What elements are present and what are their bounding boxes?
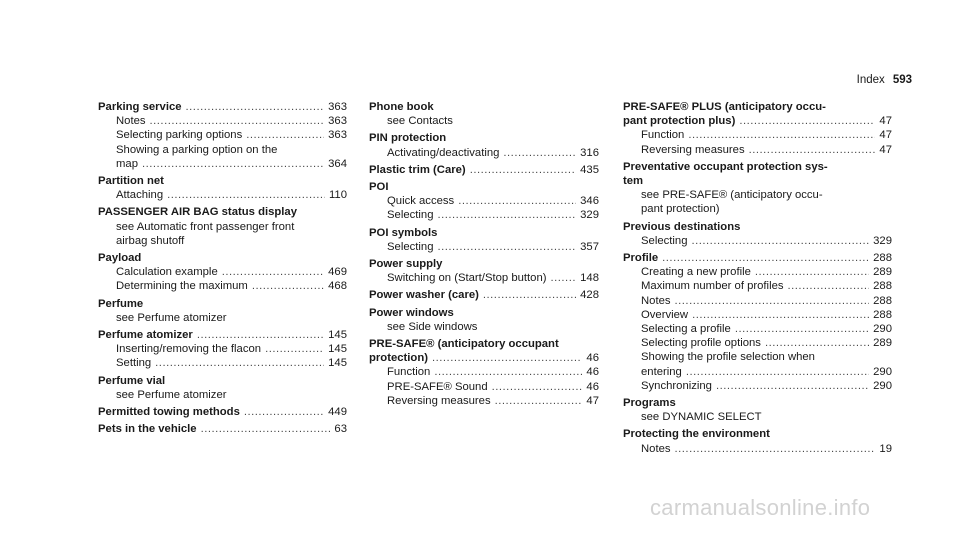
entry-text: PRE-SAFE® (anticipatory occupant xyxy=(369,338,559,351)
entry-text: Selecting parking options xyxy=(116,129,243,142)
watermark: carmanualsonline.info xyxy=(650,495,871,520)
dot-leader xyxy=(150,114,325,128)
entry-text: Partition net xyxy=(98,175,164,188)
page-reference[interactable]: 346 xyxy=(580,195,599,208)
dot-leader xyxy=(186,100,325,114)
page-reference[interactable]: 145 xyxy=(328,343,347,356)
entry-text: pant protection plus) xyxy=(623,115,736,128)
page-reference[interactable]: 47 xyxy=(879,115,892,128)
entry-text: Perfume atomizer xyxy=(98,329,193,342)
index-subentry xyxy=(623,234,892,248)
page-reference[interactable]: 363 xyxy=(328,115,347,128)
dot-leader xyxy=(765,336,869,350)
entry-text: Determining the maximum xyxy=(116,280,248,293)
index-subentry xyxy=(623,279,892,293)
index-subentry xyxy=(623,143,892,157)
entry-text: pant protection) xyxy=(641,203,720,216)
entry-text: Programs xyxy=(623,397,676,410)
entry-text: protection) xyxy=(369,352,428,365)
entry-text: Switching on (Start/Stop button) xyxy=(387,272,547,285)
entry-text: PRE-SAFE® Sound xyxy=(387,380,488,393)
entry-text: Perfume xyxy=(98,297,144,310)
entry-text: Notes xyxy=(641,442,671,455)
index-subentry xyxy=(369,114,599,128)
dot-leader xyxy=(492,380,583,394)
dot-leader xyxy=(142,157,324,171)
page-reference[interactable]: 290 xyxy=(873,323,892,336)
index-subentry xyxy=(98,188,347,202)
index-entry xyxy=(98,205,347,219)
entry-text: Overview xyxy=(641,308,689,321)
index-entry xyxy=(623,160,892,174)
page-reference[interactable]: 449 xyxy=(328,406,347,419)
index-entry xyxy=(98,174,347,188)
index-entry xyxy=(369,306,599,320)
entry-text: Setting xyxy=(116,357,152,370)
entry-text: tem xyxy=(623,175,644,188)
index-entry xyxy=(623,427,892,441)
index-subentry xyxy=(623,128,892,142)
index-subentry xyxy=(98,356,347,370)
page-reference[interactable]: 364 xyxy=(328,157,347,170)
entry-text: Maximum number of profiles xyxy=(641,280,784,293)
dot-leader xyxy=(434,365,582,379)
entry-text: Parking service xyxy=(98,101,182,113)
page-reference[interactable]: 47 xyxy=(586,394,599,407)
index-entry xyxy=(369,257,599,271)
index-entry xyxy=(369,288,599,302)
index-subentry xyxy=(623,336,892,350)
entry-text: see Contacts xyxy=(387,115,453,128)
entry-text: Power windows xyxy=(369,306,454,319)
entry-text: Reversing measures xyxy=(641,143,745,156)
entry-text: see Perfume atomizer xyxy=(116,311,227,324)
index-subentry xyxy=(623,308,892,322)
index-label: Index xyxy=(856,74,885,86)
index-subentry xyxy=(98,114,347,128)
index-entry xyxy=(623,251,892,265)
index-subentry xyxy=(369,240,599,254)
dot-leader xyxy=(688,128,875,142)
index-subentry xyxy=(369,394,599,408)
entry-text: see Side windows xyxy=(387,320,478,333)
page-reference[interactable]: 47 xyxy=(879,143,892,156)
index-subentry xyxy=(98,143,347,157)
entry-text: Selecting xyxy=(641,234,688,247)
index-entry xyxy=(98,405,347,419)
page-reference[interactable]: 329 xyxy=(580,209,599,222)
entry-text: see Perfume atomizer xyxy=(116,388,227,401)
index-subentry xyxy=(623,442,892,456)
entry-text: Quick access xyxy=(387,195,455,208)
page-reference[interactable]: 469 xyxy=(328,266,347,279)
dot-leader xyxy=(246,128,324,142)
dot-leader xyxy=(458,194,576,208)
entry-text: Previous destinations xyxy=(623,220,741,233)
index-entry xyxy=(98,328,347,342)
entry-text: Preventative occupant protection sys- xyxy=(623,160,828,173)
entry-text: Function xyxy=(641,129,685,142)
page-header xyxy=(857,74,912,86)
dot-leader xyxy=(735,322,869,336)
index-subentry xyxy=(623,265,892,279)
dot-leader xyxy=(755,265,869,279)
index-subentry xyxy=(623,365,892,379)
page-reference[interactable]: 145 xyxy=(328,329,347,342)
dot-leader xyxy=(675,294,870,308)
entry-text: map xyxy=(116,157,138,170)
index-entry xyxy=(369,180,599,194)
page-reference[interactable]: 145 xyxy=(328,357,347,370)
entry-text: Creating a new profile xyxy=(641,266,751,279)
entry-text: entering xyxy=(641,365,682,378)
index-subentry xyxy=(369,365,599,379)
index-subentry xyxy=(623,410,892,424)
page-reference[interactable]: 148 xyxy=(580,272,599,285)
entry-text: Phone book xyxy=(369,101,434,113)
dot-leader xyxy=(662,251,869,265)
page-reference[interactable]: 47 xyxy=(879,129,892,142)
entry-text: Showing a parking option on the xyxy=(116,143,278,156)
entry-text: Showing the profile selection when xyxy=(641,351,815,364)
page-reference[interactable]: 288 xyxy=(873,294,892,307)
index-entry xyxy=(623,100,892,114)
dot-leader xyxy=(265,342,324,356)
page-reference[interactable]: 288 xyxy=(873,308,892,321)
dot-leader xyxy=(244,405,324,419)
page-reference[interactable]: 290 xyxy=(873,365,892,378)
dot-leader xyxy=(167,188,325,202)
dot-leader xyxy=(201,422,331,436)
entry-text: Selecting a profile xyxy=(641,323,731,336)
index-subentry xyxy=(98,279,347,293)
dot-leader xyxy=(470,163,576,177)
entry-text: Attaching xyxy=(116,189,164,202)
entry-text: Payload xyxy=(98,252,142,265)
page-reference[interactable]: 289 xyxy=(873,266,892,279)
entry-text: see PRE-SAFE® (anticipatory occu- xyxy=(641,189,823,202)
dot-leader xyxy=(495,394,583,408)
dot-leader xyxy=(749,143,876,157)
page-reference[interactable]: 468 xyxy=(328,280,347,293)
index-subentry xyxy=(98,220,347,234)
index-subentry xyxy=(623,322,892,336)
index-entry xyxy=(98,251,347,265)
index-subentry xyxy=(98,311,347,325)
index-subentry xyxy=(369,380,599,394)
page-reference[interactable]: 435 xyxy=(580,163,599,176)
index-entry xyxy=(98,297,347,311)
index-subentry xyxy=(98,157,347,171)
dot-leader xyxy=(716,379,869,393)
entry-text: airbag shutoff xyxy=(116,234,185,247)
page-reference[interactable]: 110 xyxy=(328,189,347,202)
entry-text: Function xyxy=(387,366,431,379)
index-entry xyxy=(98,374,347,388)
index-subentry xyxy=(98,234,347,248)
entry-text: Protecting the environment xyxy=(623,428,770,441)
index-subentry xyxy=(623,350,892,364)
entry-text: PASSENGER AIR BAG status display xyxy=(98,206,297,219)
entry-text: Pets in the vehicle xyxy=(98,423,197,436)
page-number: 593 xyxy=(892,74,912,86)
entry-text: Plastic trim (Care) xyxy=(369,163,466,176)
dot-leader xyxy=(222,265,324,279)
dot-leader xyxy=(437,240,576,254)
page-reference[interactable]: 46 xyxy=(586,352,599,365)
dot-leader xyxy=(155,356,324,370)
entry-text: PRE-SAFE® PLUS (anticipatory occu- xyxy=(623,101,826,113)
page-reference[interactable]: 46 xyxy=(586,380,599,393)
dot-leader xyxy=(197,328,324,342)
index-entry xyxy=(369,163,599,177)
entry-text: Power washer (care) xyxy=(369,289,479,302)
entry-text: POI xyxy=(369,181,389,194)
index-subentry xyxy=(369,194,599,208)
index-entry xyxy=(623,220,892,234)
index-subentry xyxy=(623,379,892,393)
index-subentry xyxy=(623,202,892,216)
page-reference[interactable]: 316 xyxy=(580,146,599,159)
page-reference[interactable]: 63 xyxy=(334,423,347,436)
entry-text: Permitted towing methods xyxy=(98,406,240,419)
entry-text: Selecting xyxy=(387,240,434,253)
page-reference[interactable]: 290 xyxy=(873,379,892,392)
page-reference[interactable]: 19 xyxy=(879,442,892,455)
dot-leader xyxy=(686,365,869,379)
dot-leader xyxy=(252,279,324,293)
index-column-2 xyxy=(369,100,599,408)
entry-text: Selecting xyxy=(387,209,434,222)
page-reference[interactable]: 288 xyxy=(873,252,892,265)
entry-text: Selecting profile options xyxy=(641,337,761,350)
page-reference[interactable]: 363 xyxy=(328,101,347,113)
entry-text: Notes xyxy=(116,115,146,128)
dot-leader xyxy=(483,288,576,302)
dot-leader xyxy=(788,279,870,293)
index-subentry xyxy=(369,271,599,285)
index-entry xyxy=(369,131,599,145)
index-subentry xyxy=(623,188,892,202)
entry-text: POI symbols xyxy=(369,226,438,239)
page-reference[interactable]: 357 xyxy=(580,240,599,253)
page-reference[interactable]: 289 xyxy=(873,337,892,350)
dot-leader xyxy=(692,308,869,322)
index-entry xyxy=(98,100,347,114)
entry-text: Synchronizing xyxy=(641,379,712,392)
dot-leader xyxy=(503,146,576,160)
index-entry xyxy=(369,100,599,114)
entry-text: Profile xyxy=(623,252,659,265)
index-entry xyxy=(623,114,892,128)
index-entry xyxy=(369,337,599,351)
page-reference[interactable]: 288 xyxy=(873,280,892,293)
entry-text: Perfume vial xyxy=(98,374,166,387)
dot-leader xyxy=(739,114,875,128)
dot-leader xyxy=(437,208,576,222)
dot-leader xyxy=(551,271,577,285)
entry-text: see Automatic front passenger front xyxy=(116,220,295,233)
index-entry xyxy=(623,396,892,410)
entry-text: Inserting/removing the flacon xyxy=(116,343,262,356)
index-entry xyxy=(369,226,599,240)
entry-text: Activating/deactivating xyxy=(387,146,500,159)
index-subentry xyxy=(98,128,347,142)
dot-leader xyxy=(691,234,869,248)
entry-text: Calculation example xyxy=(116,266,218,279)
index-subentry xyxy=(623,294,892,308)
dot-leader xyxy=(432,351,582,365)
index-entry xyxy=(369,351,599,365)
entry-text: see DYNAMIC SELECT xyxy=(641,411,762,424)
entry-text: Power supply xyxy=(369,258,443,271)
entry-text: PIN protection xyxy=(369,132,447,145)
dot-leader xyxy=(675,442,876,456)
index-subentry xyxy=(369,146,599,160)
page-reference[interactable]: 363 xyxy=(328,129,347,142)
page-reference[interactable]: 46 xyxy=(586,366,599,379)
entry-text: Reversing measures xyxy=(387,394,491,407)
index-subentry xyxy=(369,208,599,222)
entry-text: Notes xyxy=(641,294,671,307)
index-column-3 xyxy=(623,100,892,456)
page-reference[interactable]: 428 xyxy=(580,289,599,302)
page-reference[interactable]: 329 xyxy=(873,234,892,247)
index-entry xyxy=(98,422,347,436)
index-subentry xyxy=(98,388,347,402)
index-subentry xyxy=(98,342,347,356)
index-subentry xyxy=(98,265,347,279)
index-subentry xyxy=(369,320,599,334)
index-column-1 xyxy=(98,100,347,436)
index-entry xyxy=(623,174,892,188)
